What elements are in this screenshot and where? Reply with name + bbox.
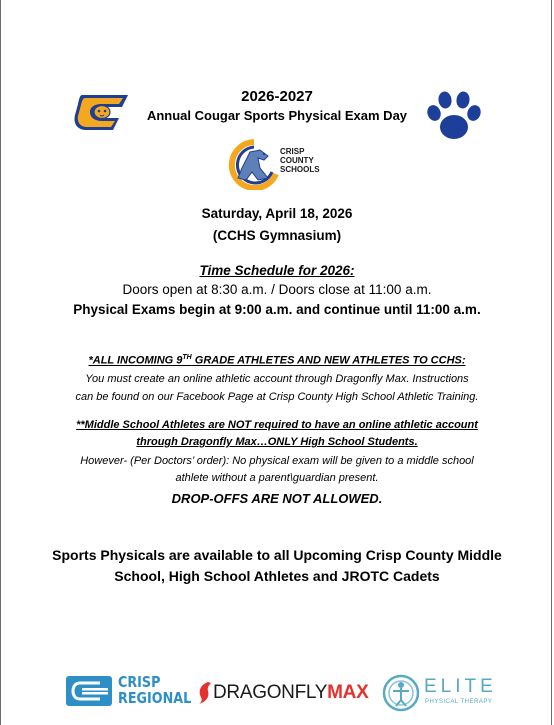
doors-times: Doors open at 8:30 a.m. / Doors close at 11:00 a.m. — [122, 282, 432, 297]
dragonfly-icon — [196, 681, 212, 705]
middle-school-notice-line1: However- (Per Doctors’ order): No physical exam will be given to a middle school — [80, 455, 474, 467]
schedule-title: Time Schedule for 2026: — [199, 263, 355, 278]
incoming-athletes-heading — [0, 354, 554, 367]
event-year: 2026-2027 — [241, 88, 313, 105]
incoming-heading-sup: TH — [182, 354, 192, 361]
crisp-regional-line1: CRISP — [118, 673, 161, 691]
middle-school-heading-line2: through Dragonfly Max…ONLY High School Students. — [136, 436, 418, 448]
incoming-instructions-line1: You must create an online athletic account through Dragonfly Max. Instructions — [85, 373, 469, 385]
availability-line2: School, High School Athletes and JROTC Cadets — [114, 568, 440, 584]
max-word: MAX — [327, 682, 369, 703]
elite-emblem-icon — [382, 674, 420, 712]
crisp-regional-logo — [66, 672, 192, 710]
dragonfly-max-logo — [196, 681, 376, 707]
ccs-line3: SCHOOLS — [280, 165, 320, 174]
event-title: Annual Cougar Sports Physical Exam Day — [146, 108, 408, 123]
middle-school-notice-line2: athlete without a parent\guardian present. — [175, 472, 379, 484]
elite-subtitle: PHYSICAL THERAPY — [425, 699, 493, 705]
event-venue: (CCHS Gymnasium) — [212, 228, 342, 243]
incoming-heading-pre: *ALL INCOMING 9 — [88, 354, 183, 367]
incoming-heading-post: GRADE ATHLETES AND NEW ATHLETES TO CCHS: — [191, 354, 466, 367]
elite-physical-therapy-logo — [382, 674, 497, 714]
crisp-regional-emblem-icon — [66, 676, 112, 706]
cougar-mascot-icon — [224, 138, 284, 190]
middle-school-heading-line1: **Middle School Athletes are NOT required to have an online athletic account — [76, 419, 478, 431]
availability-line1: Sports Physicals are available to all Upcoming Crisp County Middle — [52, 547, 502, 563]
ccs-line2: COUNTY — [280, 156, 314, 165]
event-date: Saturday, April 18, 2026 — [201, 206, 353, 221]
exam-times: Physical Exams begin at 9:00 a.m. and continue until 11:00 a.m. — [73, 302, 481, 317]
dragonfly-word: DRAGONFLY — [213, 682, 328, 703]
dropoff-warning: DROP-OFFS ARE NOT ALLOWED. — [171, 491, 383, 506]
incoming-instructions-line2: can be found on our Facebook Page at Crisp County High School Athletic Training. — [75, 391, 479, 403]
ccs-line1: CRISP — [280, 147, 305, 156]
crisp-regional-line2: REGIONAL — [118, 689, 192, 707]
elite-wordmark: ELITE — [424, 676, 497, 697]
crisp-county-schools-logo — [224, 138, 338, 190]
